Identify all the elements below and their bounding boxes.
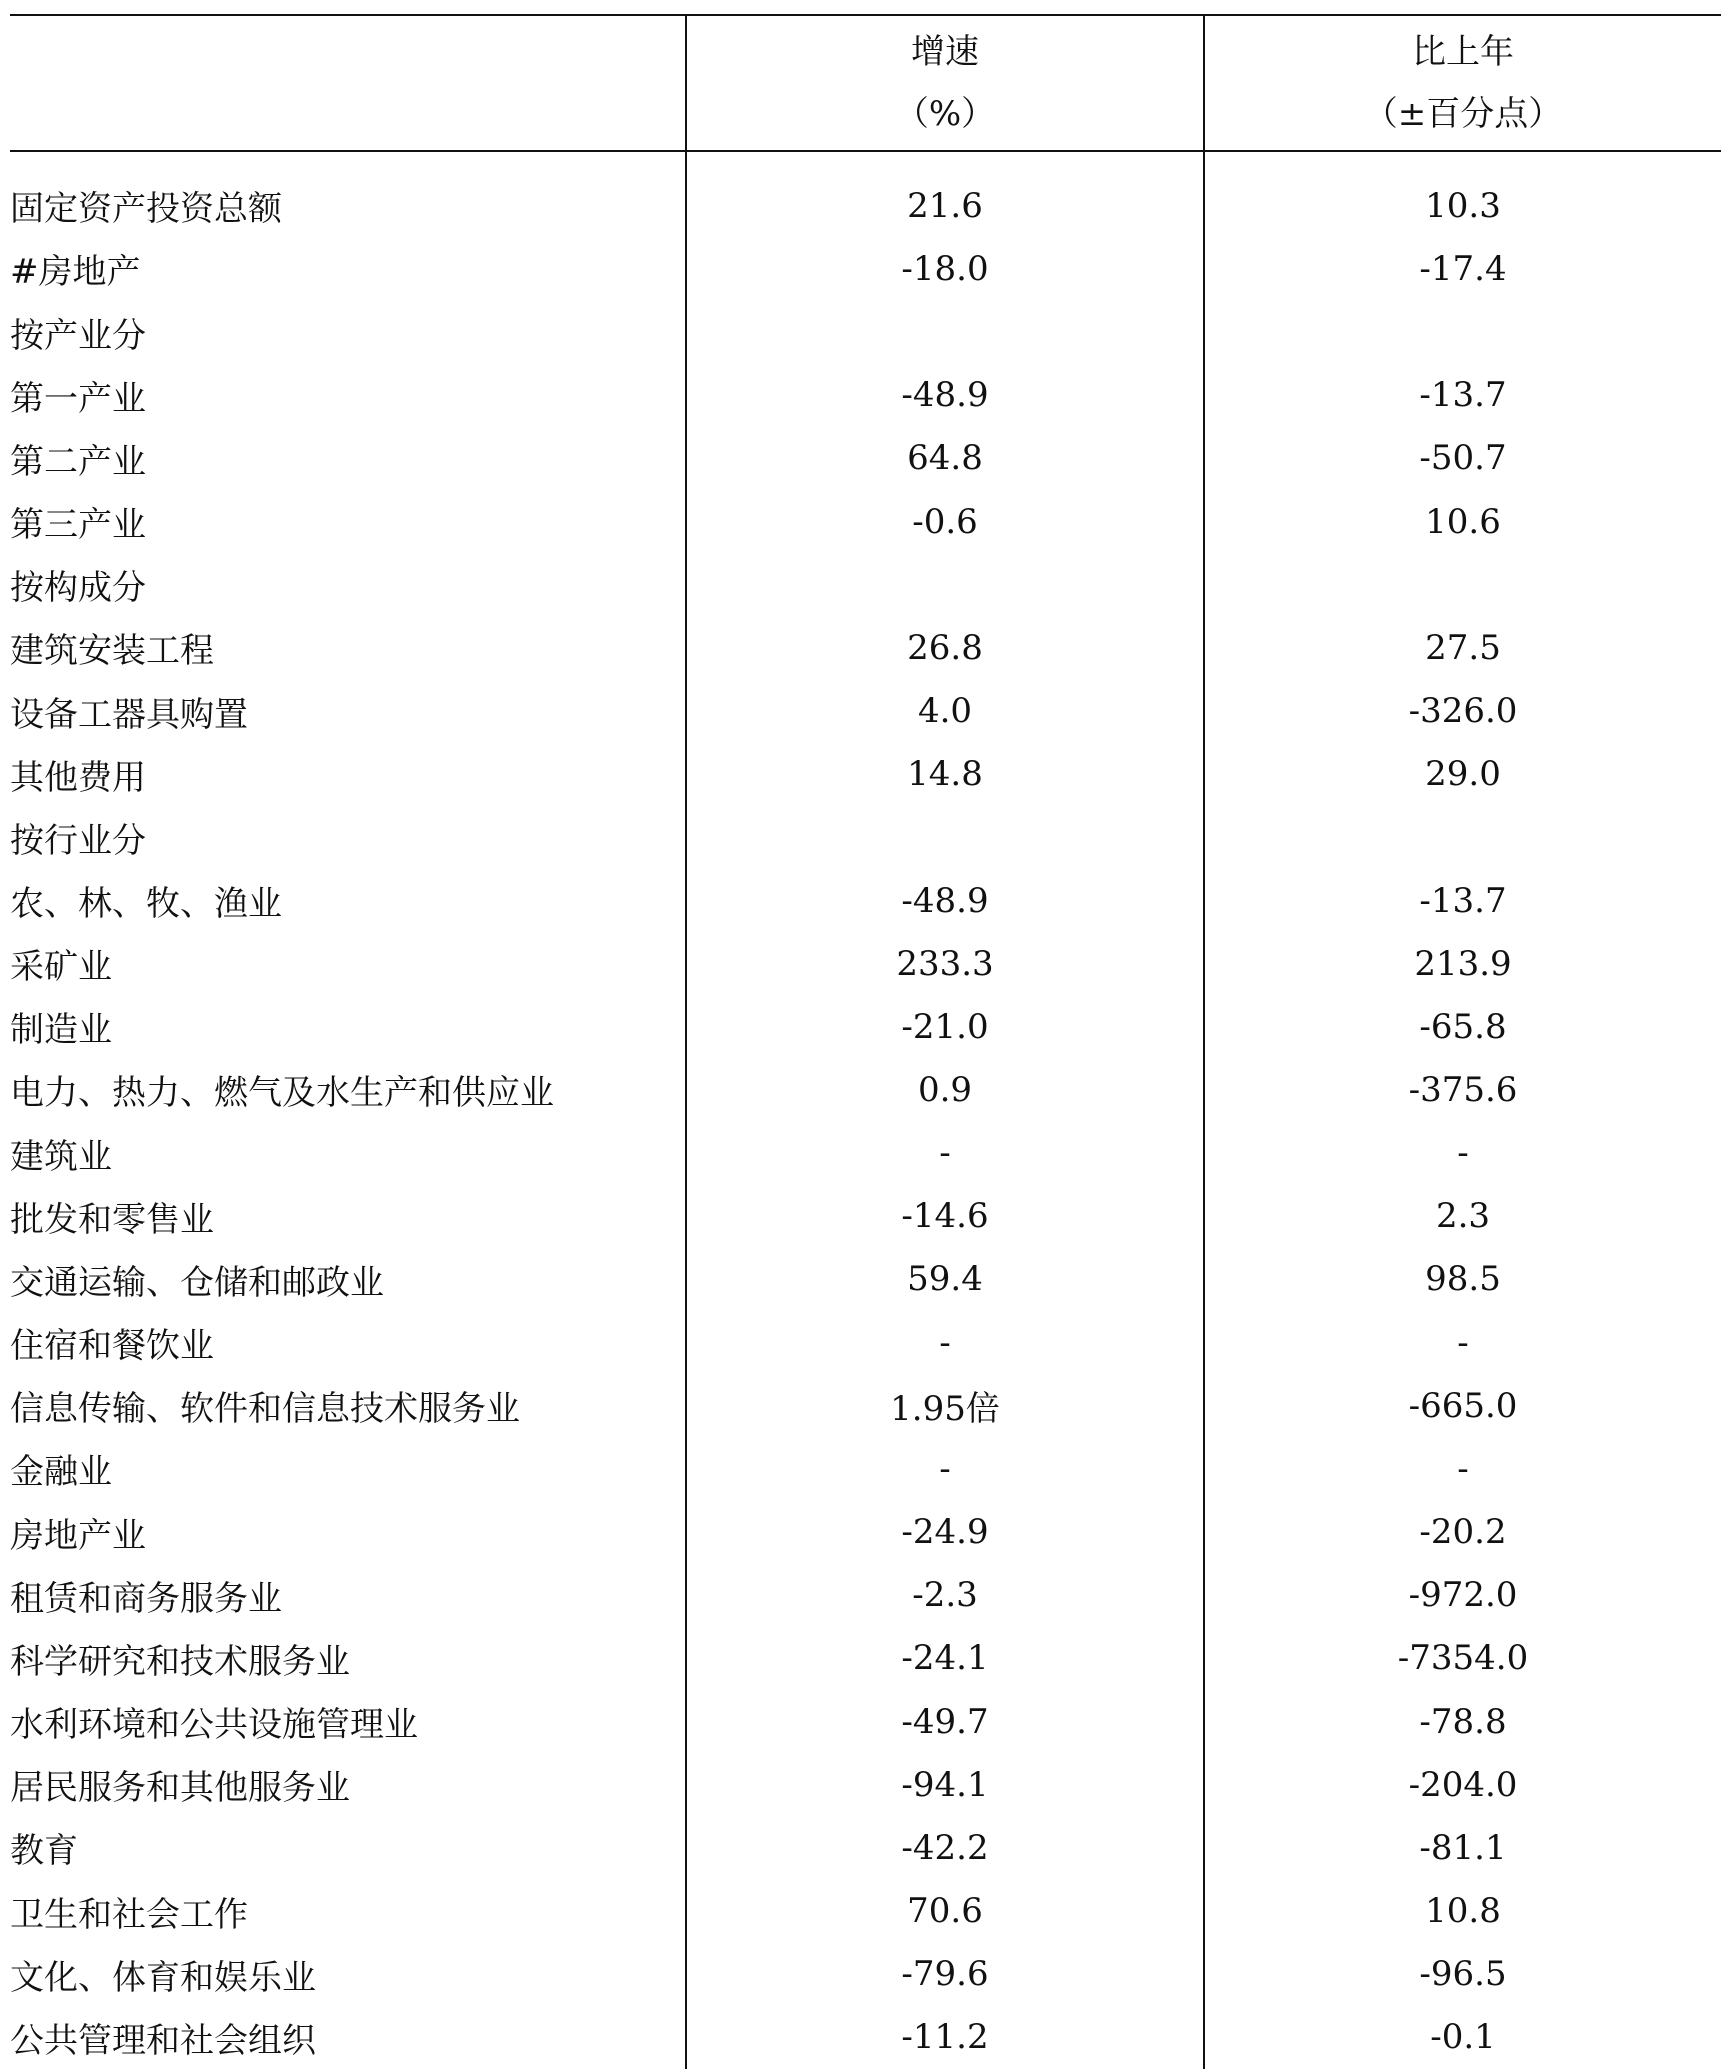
table-row: [10, 679, 1721, 742]
spacer-cell: [686, 151, 1204, 174]
table-row: [10, 2006, 1721, 2069]
row-growth-value: -48.9: [686, 869, 1204, 932]
row-change-value: 27.5: [1204, 616, 1721, 679]
row-growth-value: -79.6: [686, 1943, 1204, 2006]
row-label: #房地产: [10, 252, 141, 293]
header-spacer-row: [10, 151, 1721, 174]
row-change-value: -7354.0: [1204, 1627, 1721, 1690]
row-label: 其他费用: [10, 757, 146, 798]
table-row: [10, 616, 1721, 679]
row-growth-value: 70.6: [686, 1879, 1204, 1942]
row-label: 批发和零售业: [10, 1199, 214, 1240]
row-change-value: -204.0: [1204, 1753, 1721, 1816]
table-row: [10, 490, 1721, 553]
row-label: 住宿和餐饮业: [10, 1326, 214, 1367]
row-growth-value: 59.4: [686, 1248, 1204, 1311]
row-change-value: 98.5: [1204, 1248, 1721, 1311]
row-change-value: [1204, 553, 1721, 616]
table-row: [10, 1627, 1721, 1690]
table-header-row: [10, 15, 1721, 151]
row-change-value: -13.7: [1204, 364, 1721, 427]
row-change-value: -81.1: [1204, 1816, 1721, 1879]
table-row: [10, 1943, 1721, 2006]
table-row: [10, 743, 1721, 806]
table-row: [10, 301, 1721, 364]
table-body: [10, 151, 1721, 2069]
row-growth-value: -49.7: [686, 1690, 1204, 1753]
row-label: 固定资产投资总额: [10, 189, 282, 230]
header-change-cell: [1204, 15, 1721, 151]
row-growth-value: [686, 301, 1204, 364]
row-change-value: -17.4: [1204, 237, 1721, 300]
row-growth-value: -: [686, 1311, 1204, 1374]
table-row: [10, 174, 1721, 237]
row-label: 按构成分: [10, 568, 146, 609]
spacer-cell: [10, 151, 686, 174]
table-row: [10, 1816, 1721, 1879]
row-label: 文化、体育和娱乐业: [10, 1957, 316, 1998]
investment-growth-table: [10, 14, 1721, 2069]
header-growth-title: 增速: [911, 32, 979, 72]
table-row: [10, 1879, 1721, 1942]
table-row: [10, 1248, 1721, 1311]
header-change-title: 比上年: [1412, 32, 1514, 72]
row-growth-value: -94.1: [686, 1753, 1204, 1816]
row-change-value: -78.8: [1204, 1690, 1721, 1753]
row-label: 水利环境和公共设施管理业: [10, 1705, 418, 1746]
row-growth-value: -24.9: [686, 1500, 1204, 1563]
row-growth-value: -24.1: [686, 1627, 1204, 1690]
row-change-value: 10.3: [1204, 174, 1721, 237]
row-change-value: 2.3: [1204, 1185, 1721, 1248]
table-row: [10, 1690, 1721, 1753]
row-change-value: -326.0: [1204, 679, 1721, 742]
row-change-value: -20.2: [1204, 1500, 1721, 1563]
table-row: [10, 1564, 1721, 1627]
row-growth-value: -42.2: [686, 1816, 1204, 1879]
row-label: 卫生和社会工作: [10, 1894, 248, 1935]
row-label: 电力、热力、燃气及水生产和供应业: [10, 1073, 554, 1114]
row-change-value: 213.9: [1204, 932, 1721, 995]
table-row: [10, 1058, 1721, 1121]
row-label: 交通运输、仓储和邮政业: [10, 1262, 384, 1303]
row-growth-value: [686, 806, 1204, 869]
row-growth-value: 64.8: [686, 427, 1204, 490]
row-growth-value: 4.0: [686, 679, 1204, 742]
row-growth-value: -: [686, 1122, 1204, 1185]
row-label: 公共管理和社会组织: [10, 2020, 316, 2061]
row-growth-value: 1.95倍: [686, 1374, 1204, 1437]
row-growth-value: -: [686, 1437, 1204, 1500]
row-growth-value: -18.0: [686, 237, 1204, 300]
row-change-value: -665.0: [1204, 1374, 1721, 1437]
row-growth-value: -0.6: [686, 490, 1204, 553]
row-label: 设备工器具购置: [10, 694, 248, 735]
row-change-value: 29.0: [1204, 743, 1721, 806]
row-change-value: 10.8: [1204, 1879, 1721, 1942]
row-growth-value: -21.0: [686, 995, 1204, 1058]
table-row: [10, 1500, 1721, 1563]
row-label: 按行业分: [10, 820, 146, 861]
row-change-value: -: [1204, 1311, 1721, 1374]
header-growth-cell: [686, 15, 1204, 151]
table-row: [10, 1122, 1721, 1185]
table-row: [10, 1374, 1721, 1437]
row-label: 建筑安装工程: [10, 631, 214, 672]
row-label: 房地产业: [10, 1515, 146, 1556]
row-change-value: -65.8: [1204, 995, 1721, 1058]
table-row: [10, 1437, 1721, 1500]
table-row: [10, 553, 1721, 616]
row-change-value: -96.5: [1204, 1943, 1721, 2006]
row-growth-value: 26.8: [686, 616, 1204, 679]
header-change-unit: （±百分点）: [1363, 94, 1563, 134]
row-label: 第二产业: [10, 441, 146, 482]
row-label: 建筑业: [10, 1136, 112, 1177]
row-growth-value: -11.2: [686, 2006, 1204, 2069]
row-change-value: -375.6: [1204, 1058, 1721, 1121]
row-label: 科学研究和技术服务业: [10, 1641, 350, 1682]
table-row: [10, 995, 1721, 1058]
row-growth-value: 233.3: [686, 932, 1204, 995]
row-change-value: -50.7: [1204, 427, 1721, 490]
row-label: 金融业: [10, 1452, 112, 1493]
table-row: [10, 932, 1721, 995]
row-growth-value: 21.6: [686, 174, 1204, 237]
table-row: [10, 806, 1721, 869]
row-change-value: -: [1204, 1437, 1721, 1500]
row-label: 采矿业: [10, 947, 112, 988]
row-change-value: [1204, 301, 1721, 364]
row-label: 制造业: [10, 1010, 112, 1051]
header-label-cell: [10, 15, 686, 151]
row-label: 按产业分: [10, 315, 146, 356]
table-row: [10, 1311, 1721, 1374]
row-change-value: -13.7: [1204, 869, 1721, 932]
table-row: [10, 364, 1721, 427]
row-label: 租赁和商务服务业: [10, 1578, 282, 1619]
spacer-cell: [1204, 151, 1721, 174]
row-change-value: 10.6: [1204, 490, 1721, 553]
row-change-value: -972.0: [1204, 1564, 1721, 1627]
header-growth-unit: （%）: [894, 94, 996, 134]
row-growth-value: -2.3: [686, 1564, 1204, 1627]
table-row: [10, 1185, 1721, 1248]
table-row: [10, 427, 1721, 490]
table-row: [10, 1753, 1721, 1816]
row-change-value: -0.1: [1204, 2006, 1721, 2069]
row-label: 第三产业: [10, 505, 146, 546]
row-label: 居民服务和其他服务业: [10, 1768, 350, 1809]
row-label: 农、林、牧、渔业: [10, 884, 282, 924]
row-label: 信息传输、软件和信息技术服务业: [10, 1389, 520, 1430]
row-label: 第一产业: [10, 378, 146, 419]
row-growth-value: [686, 553, 1204, 616]
row-growth-value: -14.6: [686, 1185, 1204, 1248]
row-growth-value: 14.8: [686, 743, 1204, 806]
row-change-value: -: [1204, 1122, 1721, 1185]
row-label: 教育: [10, 1831, 78, 1872]
table-row: [10, 237, 1721, 300]
row-growth-value: -48.9: [686, 364, 1204, 427]
row-growth-value: 0.9: [686, 1058, 1204, 1121]
row-change-value: [1204, 806, 1721, 869]
table-row: [10, 869, 1721, 932]
